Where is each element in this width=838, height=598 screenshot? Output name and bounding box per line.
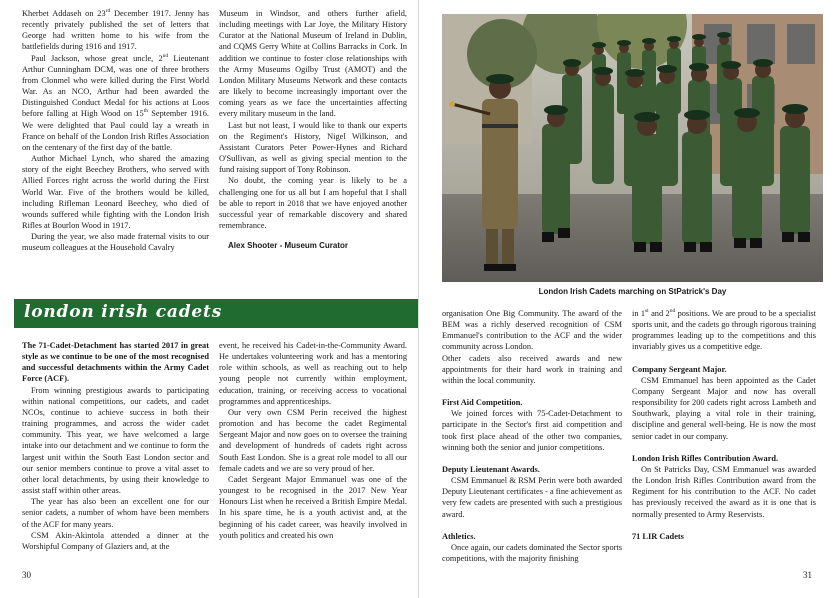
para-company-sergeant-major: CSM Emmanuel has been appointed as the Cadet Company Sergeant Major and now has overall responsibility for 200 cadets right across Lambeth and Southwark, playing a vital role in their training, discipline and general well-being. He is now the most senior cadet in our company.	[632, 375, 816, 441]
para-lir-award: On St Patricks Day, CSM Emmanuel was awarded the London Irish Rifles Contribution award from the Regiment for his contribution to the ACF. No cadet has previously received the award as it is one that is normally presented to Army Reservists.	[632, 464, 816, 519]
left-col1-upper	[22, 8, 209, 253]
right-col4	[632, 308, 816, 542]
para-fraternal-visits: During the year, we also made fraternal visits to our museum colleagues at the Household Cavalry	[22, 232, 209, 253]
heading-deputy-lieutenant: Deputy Lieutenant Awards.	[442, 464, 540, 474]
left-col2-lower	[219, 340, 407, 541]
para-senior-cadets: The year has also been an excellent one for our senior cadets, a number of whom have been members of the ACF for many years.	[22, 497, 209, 529]
page-number-right: 31	[803, 570, 812, 580]
heading-athletics: Athletics.	[442, 531, 476, 541]
cadets-signature: 71 LIR Cadets	[632, 531, 684, 541]
para-csm-perin: Our very own CSM Perin received the highest promotion and has become the cadet Regimental Sergeant Major and now goes on to oversee the training and development of hundreds of cadets right across South East London. She is a great role model to all our female cadets and we are so very proud of her.	[219, 407, 407, 473]
cadets-lead: The 71-Cadet-Detachment has started 2017 in great style as we continue to be one of the most recognised and successful detachments within the Army Cadet Force (ACF).	[22, 341, 209, 384]
page-number-left: 30	[22, 570, 31, 580]
section-title: london irish cadets	[24, 302, 223, 322]
para-one-big-community: organisation One Big Community. The award of the BEM was a richly deserved recognition of CSM Emmanuel's contribution to the ACF and the wider community across London.	[442, 309, 622, 352]
para-museum-windsor: Museum in Windsor, and others further afield, including meetings with Lar Joye, the Military History Curator at the National Museum of Ireland in Dublin, and CQMS Gerry White at Collins Barracks in Cork. In addition we continue to foster close relationships with the Army Museums Ogilby Trust (AMOT) and the London Military Museums Network and these contacts are likely to become increasingly important over the coming years as we face the uncertainties affecting every military museum in the land.	[219, 9, 407, 119]
heading-lir-award: London Irish Rifles Contribution Award.	[632, 453, 779, 463]
para-community-award: event, he received his Cadet-in-the-Community Award. He undertakes volunteering work and has a mentoring role within schools, as well as reaching out to help young people not currently within employment, education, training, or receiving access to vocational programmes and apprenticeships.	[219, 341, 407, 406]
para-winning-awards: From winning prestigious awards to participating within national competitions, our cadets, and cadet NCOs, continue to achieve success in both their training programmes, and across the wider cadet community. This year, we have welcomed a large intake into our detachment and we continue to form the largest unit within the South East London sector and our senior members continue to prove a vital asset to other local detachments, by using their knowledge to assist staff within other areas.	[22, 385, 209, 496]
left-col1-lower	[22, 340, 209, 552]
para-first-aid: We joined forces with 75-Cadet-Detachment to participate in the Sector's first aid competition and took first place ahead of the other two companies, winning both the senior and junior competitions.	[442, 409, 622, 452]
cadets-marching-photo	[442, 14, 823, 282]
para-csm-emmanuel: Cadet Sergeant Major Emmanuel was one of the youngest to be recognised in the 2017 New Year Honours List when he received a British Empire Medal. In his spare time, he is a youth activist and, at the beginning of his cadet career, was heavily involved in youth politics and created his own	[219, 474, 407, 540]
para-kherbet: Kherbet Addaseh on 23rd December 1917. Jenny has recently privately published the set of letters that George had written home to his wife from the battlefields during 1916 and 1917.	[22, 8, 209, 52]
page-gutter	[418, 0, 419, 598]
photo-caption: London Irish Cadets marching on StPatrick's Day	[538, 287, 727, 296]
para-athletics: Once again, our cadets dominated the Sector sports competitions, with the majority finishing	[442, 542, 622, 563]
para-coming-year: No doubt, the coming year is likely to be a challenging one for us all but I am hopeful that I shall be able to report in 2018 that we have enjoyed another successful year of remarkable discovery and shared remembrance.	[219, 176, 407, 230]
para-other-cadets: Other cadets also received awards and new appointments for their hard work in training and within the local community.	[442, 353, 622, 385]
curator-signature: Alex Shooter - Museum Curator	[228, 241, 349, 251]
para-positions: in 1st and 2nd positions. We are proud to be a specialist sports unit, and the cadets go through rigorous training programmes leading up to the competitions and this invariably gives us a competitive edge.	[632, 308, 816, 352]
left-col2-upper	[219, 8, 407, 251]
right-col3	[442, 308, 622, 564]
para-michael-lynch: Author Michael Lynch, who shared the amazing story of the eight Beechey Brothers, who served with Allied Forces right across the world during the First World War. Five of the brothers would be killed, including Rifleman Leonard Beechey, who died of wounds suffered while fighting with the London Irish Rifles at Bourlon Wood in 1917.	[22, 154, 209, 230]
section-band	[14, 299, 418, 328]
para-paul-jackson: Paul Jackson, whose great uncle, 2nd Lieutenant Arthur Cunningham DCM, was one of three brothers from Clonmel who were killed during the First World War. As an NCO, Arthur had been awarded the Distinguished Conduct Medal for his actions at Loos before falling at High Wood on 15th September 1916. We were delighted that Paul could lay a wreath in France on behalf of the London Irish Rifles Association on the centenary of the first day of the battle.	[22, 52, 209, 152]
para-thanks: Last but not least, I would like to thank our experts on the Regiment's History, Nigel Wilkinson, and Assistant Curators Peter Power-Hynes and Richard O'Sullivan, as well as giving special mention to the fund raising support of Tony Robinson.	[219, 120, 407, 175]
para-csm-akintola: CSM Akin-Akintola attended a dinner at the Worshipful Company of Glaziers and, at the	[22, 530, 209, 551]
para-deputy-lieutenant: CSM Emmanuel & RSM Perin were both awarded Deputy Lieutenant certificates - a fine achievement as very few cadets are presented with such a prestigious award.	[442, 476, 622, 519]
heading-first-aid: First Aid Competition.	[442, 398, 523, 408]
heading-company-sergeant-major: Company Sergeant Major.	[632, 364, 727, 374]
